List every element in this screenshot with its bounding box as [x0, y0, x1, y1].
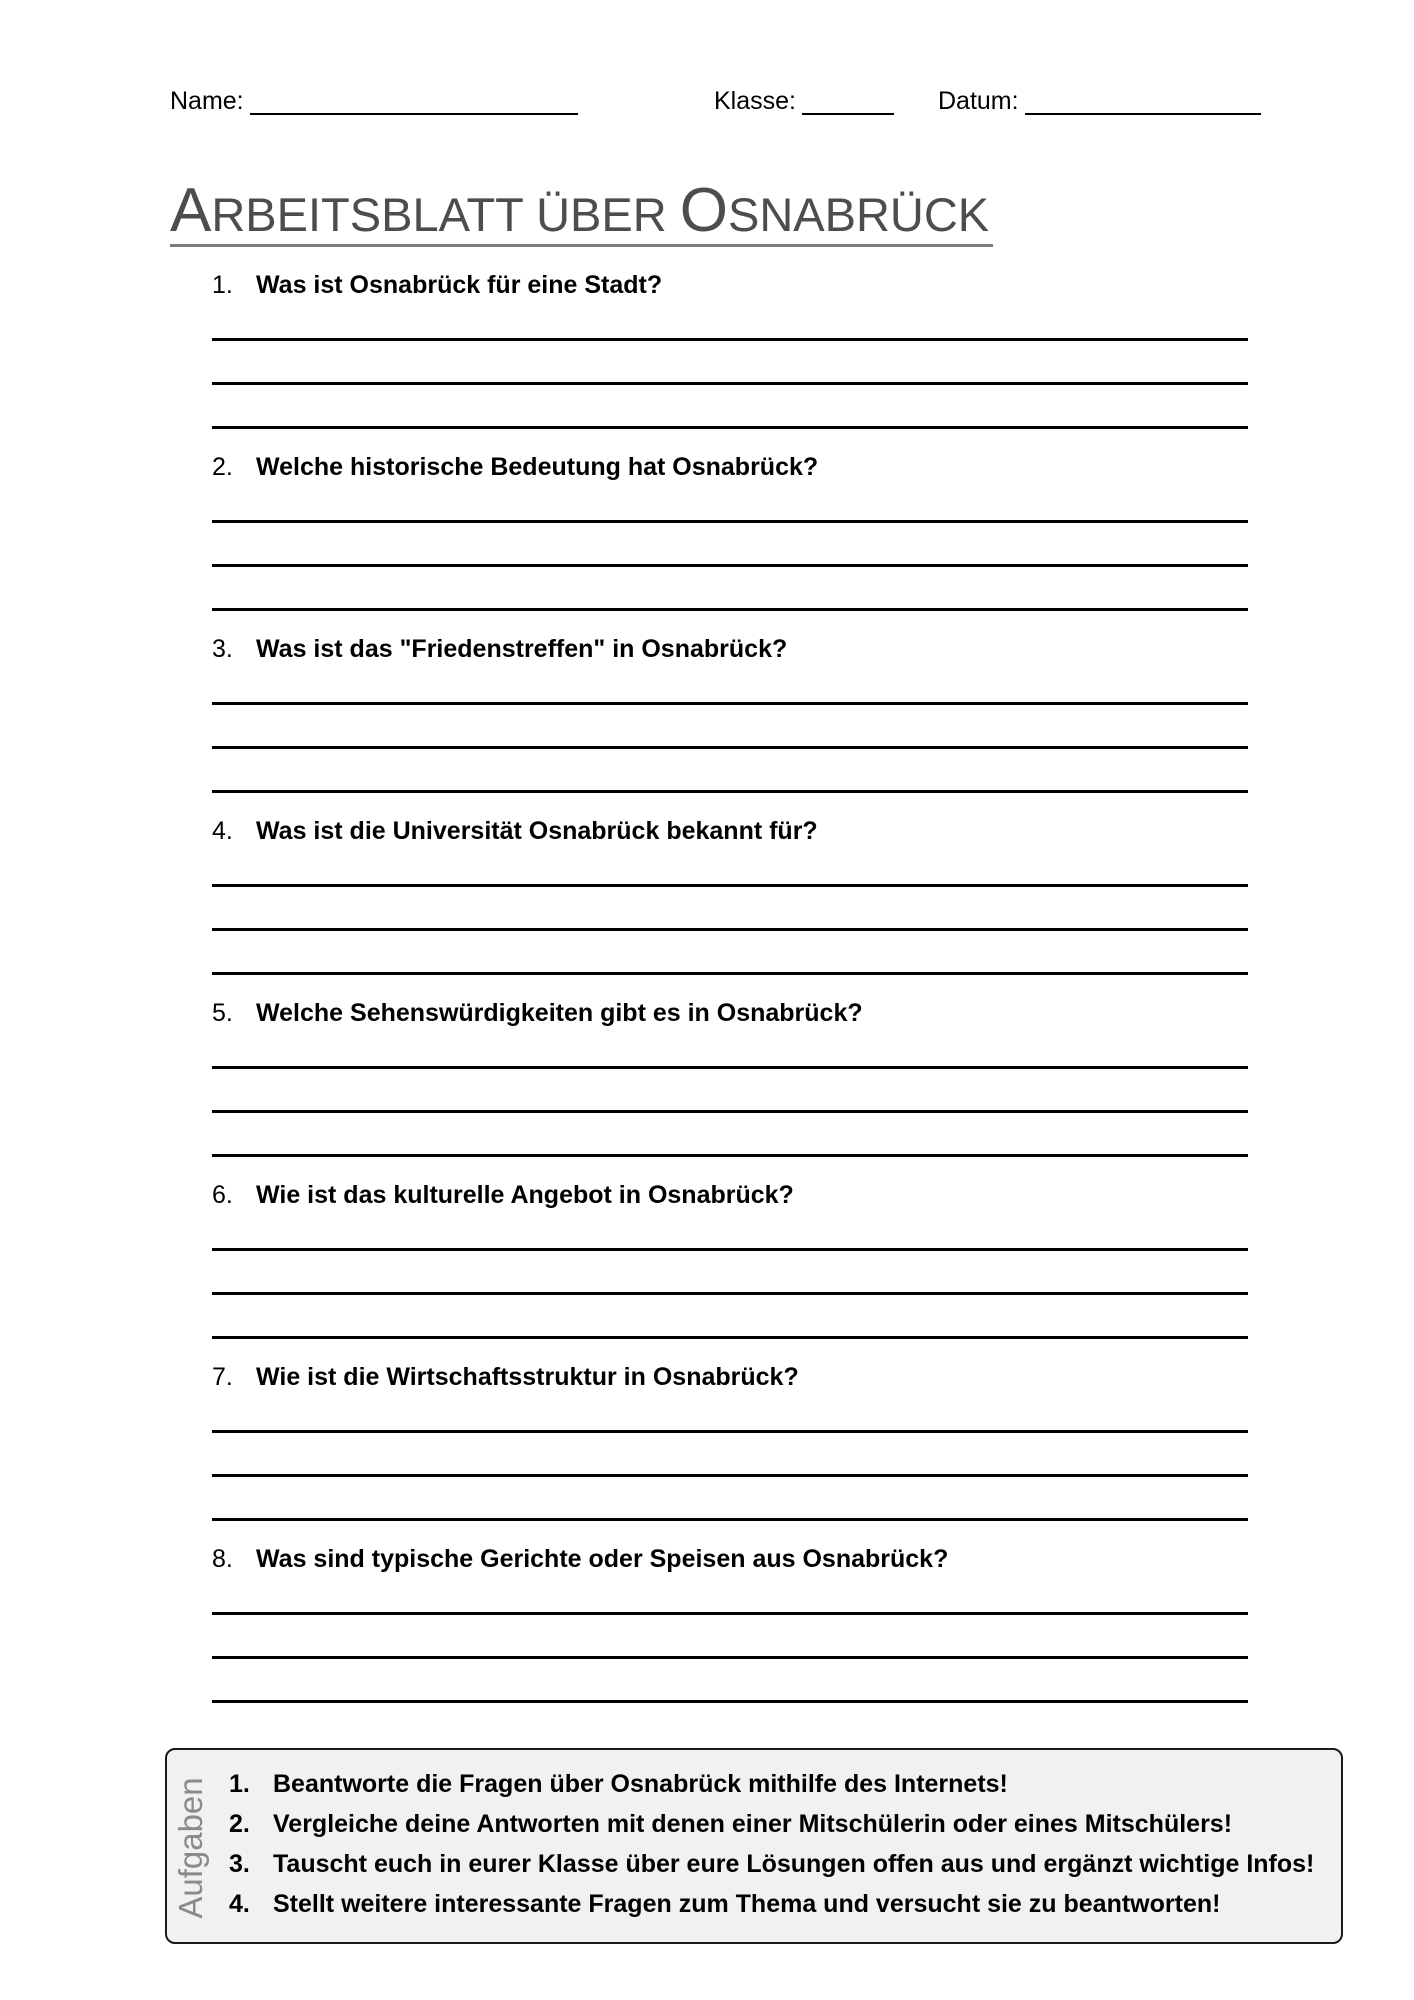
question-text: Was ist Osnabrück für eine Stadt? [256, 271, 663, 299]
answer-line[interactable] [212, 1248, 1248, 1251]
answer-line[interactable] [212, 608, 1248, 611]
task-text: Beantworte die Fragen über Osnabrück mithilfe des Internets! [273, 1770, 1008, 1798]
name-field [170, 86, 578, 116]
question-text: Was sind typische Gerichte oder Speisen aus Osnabrück? [256, 1545, 949, 1573]
answer-line[interactable] [212, 1518, 1248, 1521]
answer-line[interactable] [212, 338, 1248, 341]
answer-line[interactable] [212, 1110, 1248, 1113]
title-rest-2: SNABRÜCK [727, 188, 990, 241]
question-text: Was ist das "Friedenstreffen" in Osnabrück? [256, 635, 788, 663]
name-blank[interactable] [250, 87, 578, 115]
answer-line[interactable] [212, 972, 1248, 975]
answer-line[interactable] [212, 1656, 1248, 1659]
task-box-label: Aufgaben [172, 1777, 209, 1919]
task-list [229, 1764, 1314, 1924]
question-number: 2. [212, 453, 233, 481]
question-number: 5. [212, 999, 233, 1027]
answer-line[interactable] [212, 1430, 1248, 1433]
task-text: Tauscht euch in eurer Klasse über eure Lösungen offen aus und ergänzt wichtige Infos! [273, 1850, 1315, 1878]
task-item [229, 1884, 1314, 1924]
task-item [229, 1764, 1314, 1804]
question-number: 8. [212, 1545, 233, 1573]
answer-line[interactable] [212, 1612, 1248, 1615]
task-text: Stellt weitere interessante Fragen zum Thema und versucht sie zu beantworten! [273, 1890, 1221, 1918]
answer-line[interactable] [212, 1336, 1248, 1339]
title-rest-1: RBEITSBLATT ÜBER [211, 188, 680, 241]
task-number: 1. [229, 1770, 250, 1798]
answer-line[interactable] [212, 1474, 1248, 1477]
title-initial-1: A [170, 176, 212, 245]
question-number: 4. [212, 817, 233, 845]
question-text: Wie ist das kulturelle Angebot in Osnabrück? [256, 1181, 794, 1209]
klasse-label: Klasse: [714, 87, 796, 115]
question-4 [212, 816, 1248, 975]
answer-line[interactable] [212, 884, 1248, 887]
task-number: 2. [229, 1810, 250, 1838]
question-number: 3. [212, 635, 233, 663]
answer-line[interactable] [212, 790, 1248, 793]
question-text: Wie ist die Wirtschaftsstruktur in Osnabrück? [256, 1363, 799, 1391]
task-item [229, 1804, 1314, 1844]
task-box [165, 1748, 1343, 1944]
question-7 [212, 1362, 1248, 1521]
answer-line[interactable] [212, 1066, 1248, 1069]
question-text: Was ist die Universität Osnabrück bekannt für? [256, 817, 818, 845]
answer-line[interactable] [212, 1292, 1248, 1295]
question-text: Welche historische Bedeutung hat Osnabrück? [256, 453, 819, 481]
datum-label: Datum: [938, 87, 1019, 115]
datum-field [938, 86, 1261, 116]
question-3 [212, 634, 1248, 793]
task-number: 4. [229, 1890, 250, 1918]
klasse-blank[interactable] [802, 87, 894, 115]
name-label: Name: [170, 87, 244, 115]
page-title [170, 178, 993, 247]
title-initial-2: O [679, 176, 728, 245]
task-item [229, 1844, 1314, 1884]
question-number: 1. [212, 271, 233, 299]
answer-line[interactable] [212, 702, 1248, 705]
question-6 [212, 1180, 1248, 1339]
question-8 [212, 1544, 1248, 1703]
answer-line[interactable] [212, 426, 1248, 429]
question-2 [212, 452, 1248, 611]
datum-blank[interactable] [1025, 87, 1261, 115]
task-number: 3. [229, 1850, 250, 1878]
klasse-field [714, 86, 894, 116]
answer-line[interactable] [212, 564, 1248, 567]
question-number: 6. [212, 1181, 233, 1209]
question-text: Welche Sehenswürdigkeiten gibt es in Osnabrück? [256, 999, 863, 1027]
task-text: Vergleiche deine Antworten mit denen einer Mitschülerin oder eines Mitschülers! [273, 1810, 1233, 1838]
answer-line[interactable] [212, 746, 1248, 749]
answer-line[interactable] [212, 928, 1248, 931]
question-5 [212, 998, 1248, 1157]
question-1 [212, 270, 1248, 429]
answer-line[interactable] [212, 1154, 1248, 1157]
answer-line[interactable] [212, 520, 1248, 523]
answer-line[interactable] [212, 1700, 1248, 1703]
answer-line[interactable] [212, 382, 1248, 385]
question-number: 7. [212, 1363, 233, 1391]
